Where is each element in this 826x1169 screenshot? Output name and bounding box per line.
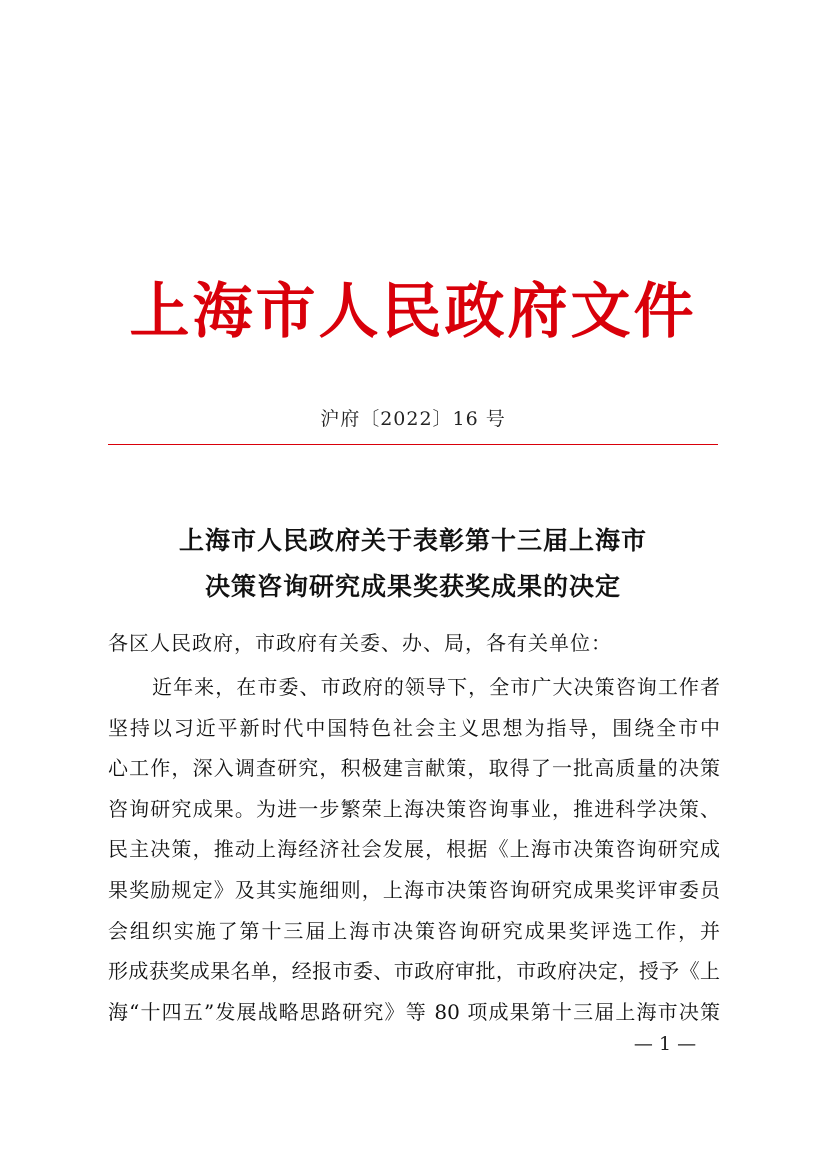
body-paragraph bbox=[108, 670, 720, 1035]
body-line: 近年来，在市委、市政府的领导下，全市广大决策咨询工作者 bbox=[152, 675, 720, 699]
body-line: 会组织实施了第十三届上海市决策咨询研究成果奖评选工作，并 bbox=[108, 918, 720, 943]
page-number: — 1 — bbox=[633, 1033, 697, 1055]
document-title bbox=[0, 518, 826, 610]
document-masthead: 上海市人民政府文件 bbox=[129, 277, 697, 347]
body-line: 果奖励规定》及其实施细则，上海市决策咨询研究成果奖评审委员 bbox=[108, 877, 720, 902]
document-number: 沪府〔2022〕16 号 bbox=[320, 408, 506, 430]
body-line: 咨询研究成果。为进一步繁荣上海决策咨询事业，推进科学决策、 bbox=[108, 796, 720, 821]
body-line: 形成获奖成果名单，经报市委、市政府审批，市政府决定，授予《上 bbox=[108, 959, 720, 984]
document-title-line-2: 决策咨询研究成果奖获奖成果的决定 bbox=[204, 572, 621, 601]
document-title-line-1: 上海市人民政府关于表彰第十三届上海市 bbox=[178, 526, 647, 555]
body-line: 心工作，深入调查研究，积极建言献策，取得了一批高质量的决策 bbox=[108, 756, 720, 781]
salutation: 各区人民政府，市政府有关委、办、局，各有关单位： bbox=[108, 631, 612, 655]
body-line: 海“十四五”发展战略思路研究》等 80 项成果第十三届上海市决策 bbox=[108, 999, 720, 1024]
body-line: 民主决策，推动上海经济社会发展，根据《上海市决策咨询研究成 bbox=[108, 837, 720, 862]
red-divider-line bbox=[108, 444, 718, 445]
body-line: 坚持以习近平新时代中国特色社会主义思想为指导，围绕全市中 bbox=[108, 715, 720, 740]
